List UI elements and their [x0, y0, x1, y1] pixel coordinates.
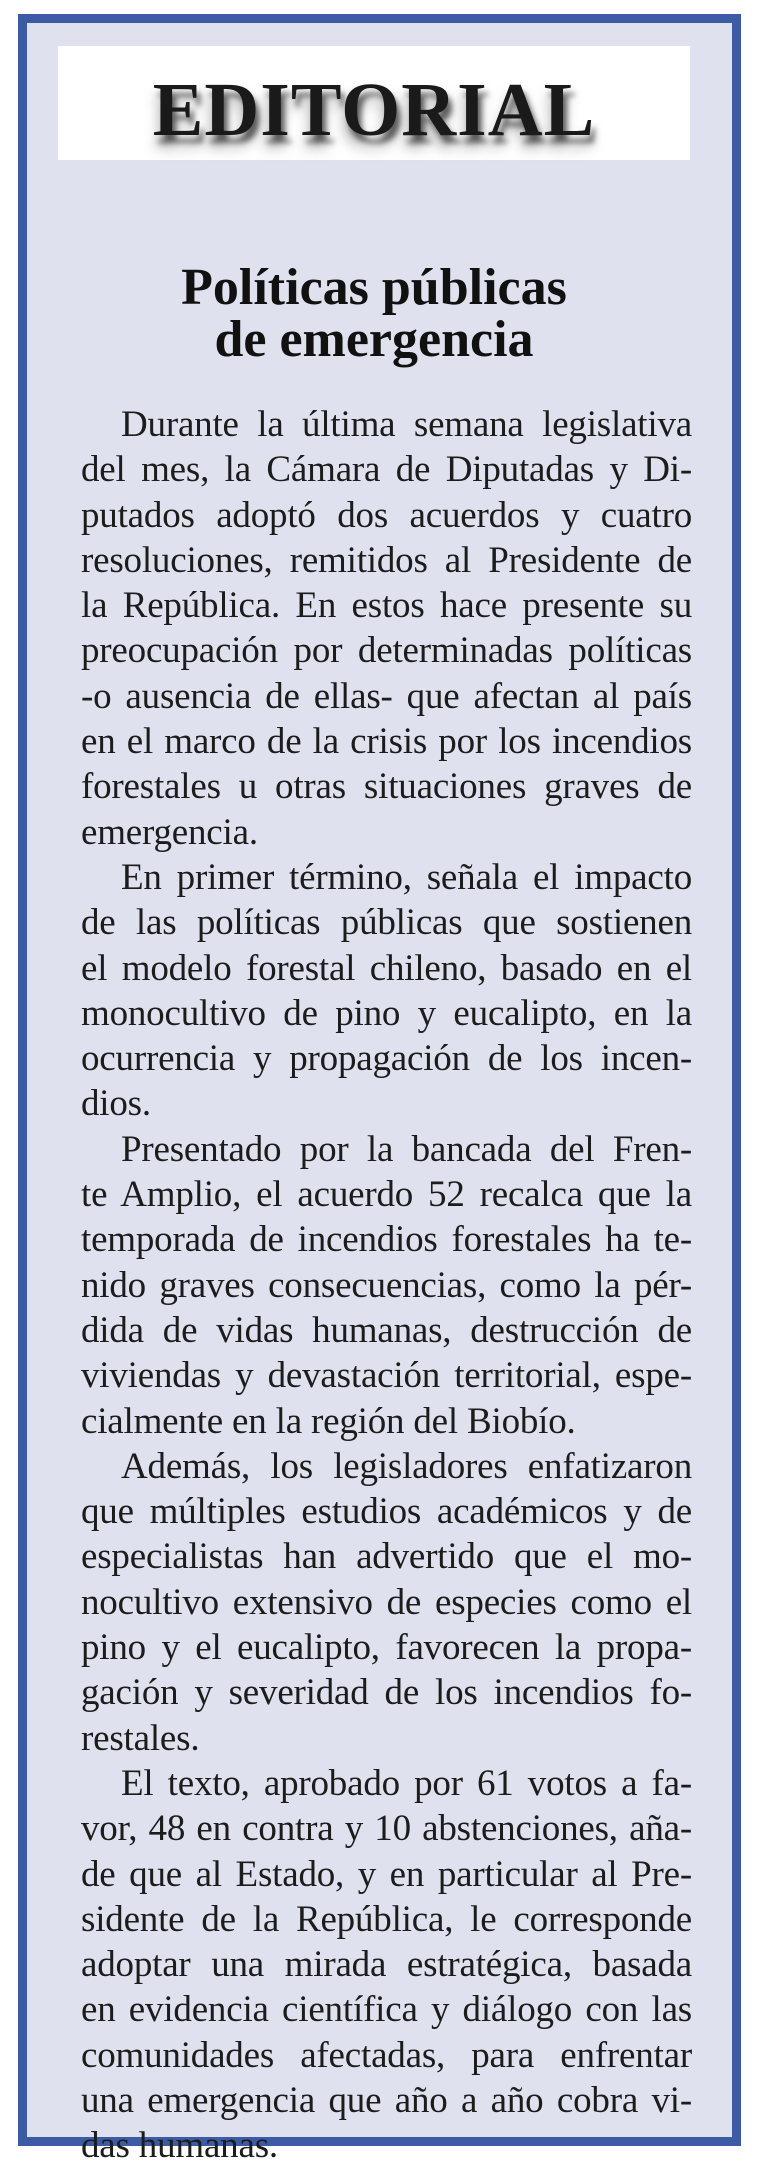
article-line: preocupación por determinadas políticas: [81, 630, 692, 672]
headline-line: de emergencia: [214, 311, 534, 368]
article-line: gación y severidad de los incendios fo-: [81, 1672, 692, 1714]
article-line: restales.: [81, 1717, 200, 1759]
article-line: la República. En estos hace presente su: [81, 585, 692, 627]
article-line: que múltiples estudios académicos y de: [81, 1491, 692, 1533]
article-line: dios.: [81, 1083, 151, 1125]
article-line: sidente de la República, le corresponde: [81, 1898, 692, 1940]
article-line: viviendas y devastación territorial, espe-: [81, 1355, 692, 1397]
article-line: vor, 48 en contra y 10 abstenciones, aña-: [81, 1808, 692, 1850]
article-line: especialistas han advertido que el mo-: [81, 1536, 692, 1578]
article-line: forestales u otras situaciones graves de: [81, 766, 692, 808]
article-line: nido graves consecuencias, como la pér-: [81, 1264, 692, 1306]
article-line: de las políticas públicas que sostienen: [81, 902, 692, 944]
article-line: putados adoptó dos acuerdos y cuatro: [81, 494, 692, 536]
article-line: -o ausencia de ellas- que afectan al país: [81, 675, 692, 717]
section-header: [58, 46, 690, 160]
article-line: ocurrencia y propagación de los incen-: [81, 1038, 692, 1080]
article-line: de que al Estado, y en particular al Pre-: [81, 1853, 692, 1895]
article-line: emergencia.: [81, 811, 258, 853]
article-line: en evidencia científica y diálogo con las: [81, 1989, 692, 2031]
article-line: te Amplio, el acuerdo 52 recalca que la: [81, 1174, 692, 1216]
article-line: das humanas.: [81, 2125, 278, 2167]
headline-line: Políticas públicas: [181, 259, 567, 316]
article-line: pino y el eucalipto, favorecen la propa-: [81, 1627, 692, 1669]
article-line: una emergencia que año a año cobra vi-: [81, 2079, 692, 2121]
article-line: monocultivo de pino y eucalipto, en la: [81, 992, 692, 1034]
article-line: nocultivo extensivo de especies como el: [81, 1581, 692, 1623]
section-label: EDITORIAL: [152, 68, 596, 152]
article-line: el modelo forestal chileno, basado en el: [81, 947, 692, 989]
article-line: comunidades afectadas, para enfrentar: [81, 2034, 692, 2076]
article-line: cialmente en la región del Biobío.: [81, 1400, 576, 1442]
article-body: [81, 402, 692, 2169]
article-line: adoptar una mirada estratégica, basada: [81, 1944, 692, 1986]
article-line: del mes, la Cámara de Diputadas y Di-: [81, 449, 692, 491]
article-headline: [60, 259, 688, 368]
article-line: resoluciones, remitidos al Presidente de: [81, 539, 692, 581]
article-line: Presentado por la bancada del Fren-: [121, 1128, 692, 1170]
article-line: El texto, aprobado por 61 votos a fa-: [121, 1762, 692, 1804]
article-line: temporada de incendios forestales ha te-: [81, 1219, 692, 1261]
article-line: dida de vidas humanas, destrucción de: [81, 1309, 692, 1351]
article-line: Además, los legisladores enfatizaron: [121, 1445, 692, 1487]
article-line: en el marco de la crisis por los incendios: [81, 721, 692, 763]
article-line: En primer término, señala el impacto: [121, 856, 692, 898]
article-line: Durante la última semana legislativa: [121, 404, 692, 445]
